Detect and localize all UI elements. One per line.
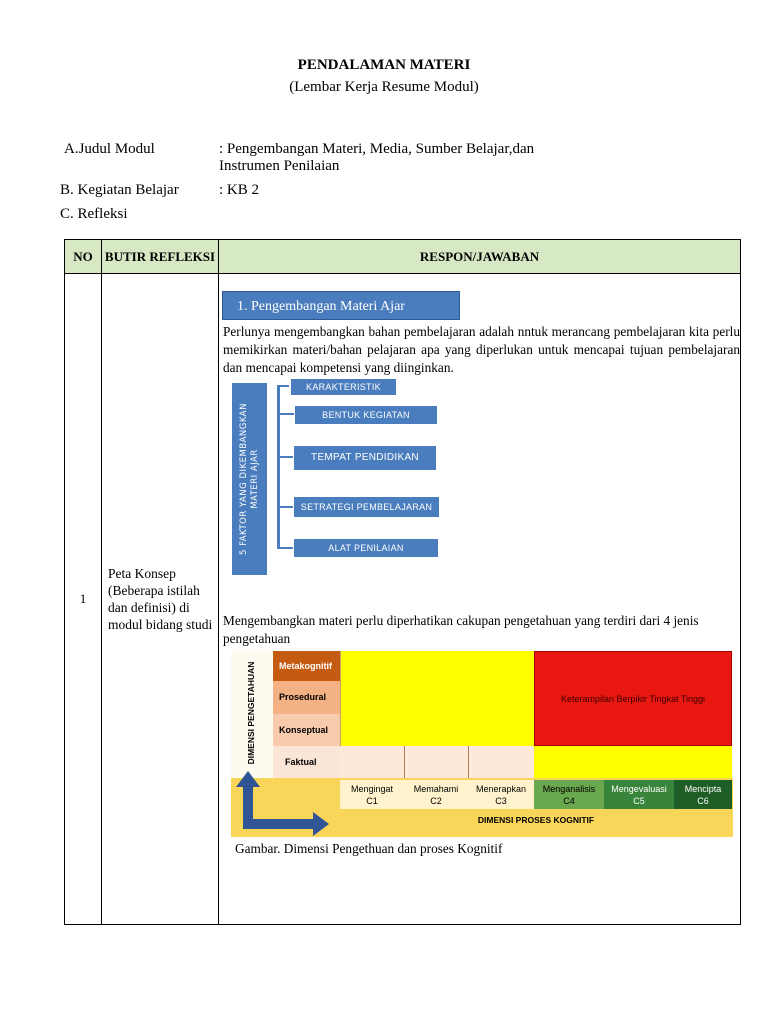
col-code: C3	[495, 796, 507, 806]
header-no: NO	[65, 240, 102, 274]
table-row	[65, 274, 741, 925]
col-name: Mengevaluasi	[611, 784, 667, 794]
page-title: PENDALAMAN MATERI	[297, 57, 471, 73]
col-c6	[674, 780, 732, 809]
col-c5	[604, 780, 674, 809]
row-no: 1	[65, 274, 102, 925]
col-code: C4	[563, 796, 575, 806]
col-code: C1	[366, 796, 378, 806]
header-respon: RESPON/JAWABAN	[219, 240, 741, 274]
row-faktual: Faktual	[273, 746, 340, 778]
figure-caption: Gambar. Dimensi Pengethuan dan proses Kognitif	[235, 841, 503, 856]
page-subtitle: (Lembar Kerja Resume Modul)	[289, 79, 479, 95]
refleksi-label: C. Refleksi	[60, 206, 128, 222]
section-heading: 1. Pengembangan Materi Ajar	[222, 291, 460, 320]
col-code: C6	[697, 796, 709, 806]
diagram-node-bentuk-kegiatan: BENTUK KEGIATAN	[295, 406, 437, 424]
col-c4	[534, 780, 604, 809]
col-name: Menganalisis	[542, 784, 596, 794]
faktual-low-cells	[340, 746, 534, 778]
knowledge-matrix	[231, 651, 733, 837]
arrow-up-head-icon	[236, 771, 260, 787]
arrow-right-icon	[243, 819, 315, 829]
diagram-connector	[277, 506, 293, 508]
judul-value-1: : Pengembangan Materi, Media, Sumber Belajar,dan	[219, 141, 535, 157]
col-c3	[468, 780, 534, 809]
row-butir: Peta Konsep (Beberapa istilah dan definisi) di modul bidang studi	[102, 274, 219, 925]
hots-area: Keterampilan Berpikir Tingkat Tinggi	[534, 651, 732, 746]
judul-label: A.Judul Modul	[64, 141, 155, 157]
x-axis-label: DIMENSI PROSES KOGNITIF	[477, 815, 595, 825]
diagram-connector	[277, 385, 280, 548]
faktual-high-cells	[534, 746, 732, 778]
diagram-node-setrategi: SETRATEGI PEMBELAJARAN	[294, 497, 439, 517]
col-name: Menerapkan	[475, 784, 527, 794]
col-name: Mengingat	[350, 784, 394, 794]
arrow-right-head-icon	[313, 812, 329, 836]
paragraph-2: Mengembangkan materi perlu diperhatikan cakupan pengetahuan yang terdiri dari 4 jenis pengetahuan	[223, 613, 699, 646]
diagram-connector	[277, 413, 294, 415]
diagram-vertical-bar	[232, 383, 267, 575]
col-c1	[340, 780, 404, 809]
diagram-connector	[277, 456, 293, 458]
kegiatan-value: : KB 2	[219, 182, 260, 198]
judul-value-2: Instrumen Penilaian	[219, 158, 340, 174]
col-name: Memahami	[413, 784, 459, 794]
reflection-table	[64, 239, 741, 925]
diagram-vertical-label: 5 FAKTOR YANG DIKEMBANGKAN MATERI AJAR	[238, 403, 260, 555]
diagram-node-alat-penilaian: ALAT PENILAIAN	[294, 539, 438, 557]
row-konseptual: Konseptual	[273, 714, 340, 746]
y-axis-label: DIMENSI PENGETAHUAN	[246, 661, 256, 765]
response-cell	[219, 274, 741, 925]
col-code: C5	[633, 796, 645, 806]
col-name: Mencipta	[684, 784, 722, 794]
row-prosedural: Prosedural	[273, 681, 340, 714]
diagram-node-karakteristik: KARAKTERISTIK	[291, 379, 396, 395]
col-code: C2	[430, 796, 442, 806]
lots-area	[340, 651, 534, 746]
kegiatan-label: B. Kegiatan Belajar	[60, 182, 179, 198]
diagram-connector	[277, 385, 289, 387]
col-c2	[404, 780, 468, 809]
diagram-connector	[277, 547, 293, 549]
diagram-node-tempat-pendidikan: TEMPAT PENDIDIKAN	[294, 446, 436, 470]
row-metakognitif: Metakognitif	[273, 651, 340, 681]
header-butir: BUTIR REFLEKSI	[102, 240, 219, 274]
paragraph-1: Perlunya mengembangkan bahan pembelajaran adalah nntuk merancang pembelajaran kita perlu memikirkan materi/bahan pelajaran apa yang diperlukan untuk mencapai tujuan pembelajaran dan mencapai kompetensi yang diinginkan.	[223, 324, 740, 375]
table-header-row	[65, 240, 741, 274]
